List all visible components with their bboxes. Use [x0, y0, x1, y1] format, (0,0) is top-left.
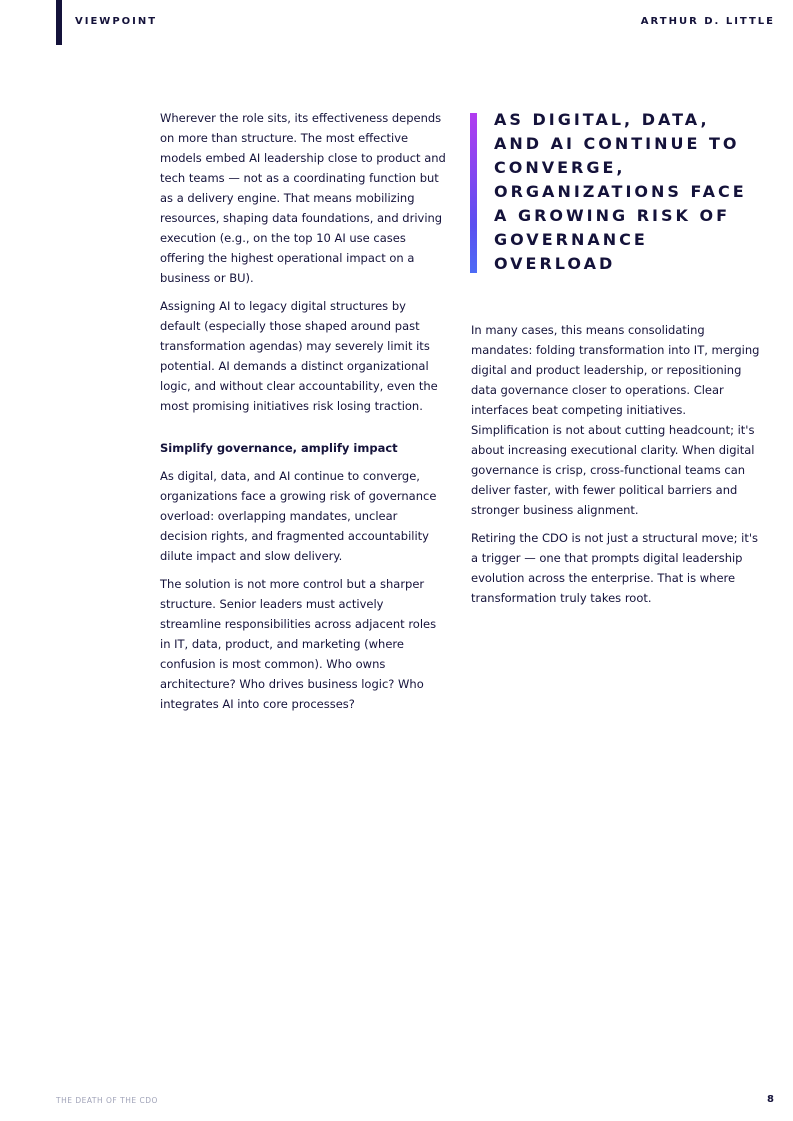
pull-quote [470, 108, 760, 276]
section-subheading: Simplify governance, amplify impact [160, 441, 398, 455]
right-column [471, 320, 761, 616]
body-paragraph: Retiring the CDO is not just a structural move; it's a trigger — one that prompts digital leadership evolution across the enterprise. That is where transformation truly takes root. [471, 531, 758, 605]
header-accent-bar [56, 0, 62, 45]
page-number: 8 [767, 1094, 774, 1105]
body-paragraph: Wherever the role sits, its effectiveness depends on more than structure. The most effective models embed AI leadership close to product and tech teams — not as a coordinating function but as a delivery engine. That means mobilizing resources, shaping data foundations, and driving execution (e.g., on the top 10 AI use cases offering the highest operational impact on a business or BU). [160, 111, 446, 285]
brand-name: ARTHUR D. LITTLE [640, 16, 775, 27]
section-label: VIEWPOINT [75, 16, 158, 27]
body-paragraph: The solution is not more control but a sharper structure. Senior leaders must actively streamline responsibilities across adjacent roles in IT, data, product, and marketing (where confusion is most common). Who owns architecture? Who drives business logic? Who integrates AI into core processes? [160, 577, 437, 711]
pull-quote-text: AS DIGITAL, DATA, AND AI CONTINUE TO CONVERGE, ORGANIZATIONS FACE A GROWING RISK OF GOVERNANCE OVERLOAD [494, 110, 747, 273]
left-column [160, 108, 447, 722]
body-paragraph: As digital, data, and AI continue to converge, organizations face a growing risk of governance overload: overlapping mandates, unclear decision rights, and fragmented accountability dilute impact and slow delivery. [160, 469, 437, 563]
footer-document-title: THE DEATH OF THE CDO [56, 1096, 158, 1105]
body-paragraph: In many cases, this means consolidating mandates: folding transformation into IT, merging digital and product leadership, or repositioning data governance closer to operations. Clear interfaces beat competing initiatives. Simplification is not about cutting headcount; it's about increasing executional clarity. When digital governance is crisp, cross-functional teams can deliver faster, with fewer political barriers and stronger business alignment. [471, 323, 760, 517]
body-paragraph: Assigning AI to legacy digital structures by default (especially those shaped around past transformation agendas) may severely limit its potential. AI demands a distinct organizational logic, and without clear accountability, even the most promising initiatives risk losing traction. [160, 299, 438, 413]
